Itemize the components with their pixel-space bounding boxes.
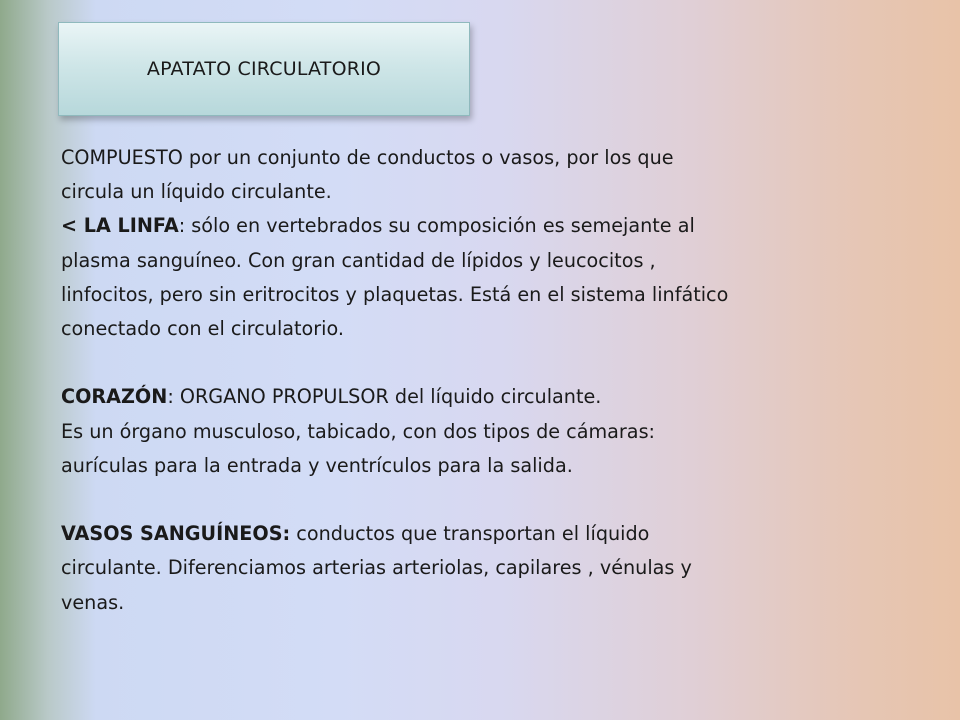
body-line: linfocitos, pero sin eritrocitos y plaquetas. Está en el sistema linfático: [61, 282, 729, 306]
blank-line: [61, 346, 941, 380]
term-linfa: < LA LINFA: [61, 214, 179, 238]
body-line: aurículas para la entrada y ventrículos para la salida.: [61, 453, 573, 477]
body-line: < LA LINFA: sólo en vertebrados su composición es semejante al: [61, 214, 695, 238]
term-corazon: CORAZÓN: [61, 385, 168, 409]
body-line: CORAZÓN: ORGANO PROPULSOR del líquido circulante.: [61, 385, 602, 409]
body-line: circula un líquido circulante.: [61, 180, 332, 204]
title-box: [58, 22, 470, 116]
blank-line: [61, 483, 941, 517]
slide-body: [61, 141, 941, 620]
term-vasos: VASOS SANGUÍNEOS:: [61, 522, 291, 546]
body-line: venas.: [61, 590, 125, 614]
slide-title: APATATO CIRCULATORIO: [146, 58, 382, 80]
body-line: conectado con el circulatorio.: [61, 317, 345, 341]
body-line: plasma sanguíneo. Con gran cantidad de lípidos y leucocitos ,: [61, 248, 656, 272]
body-line: VASOS SANGUÍNEOS: conductos que transportan el líquido: [61, 522, 650, 546]
body-line: COMPUESTO por un conjunto de conductos o vasos, por los que: [61, 146, 674, 169]
body-line: circulante. Diferenciamos arterias arteriolas, capilares , vénulas y: [61, 556, 692, 580]
body-line: Es un órgano musculoso, tabicado, con dos tipos de cámaras:: [61, 419, 656, 443]
